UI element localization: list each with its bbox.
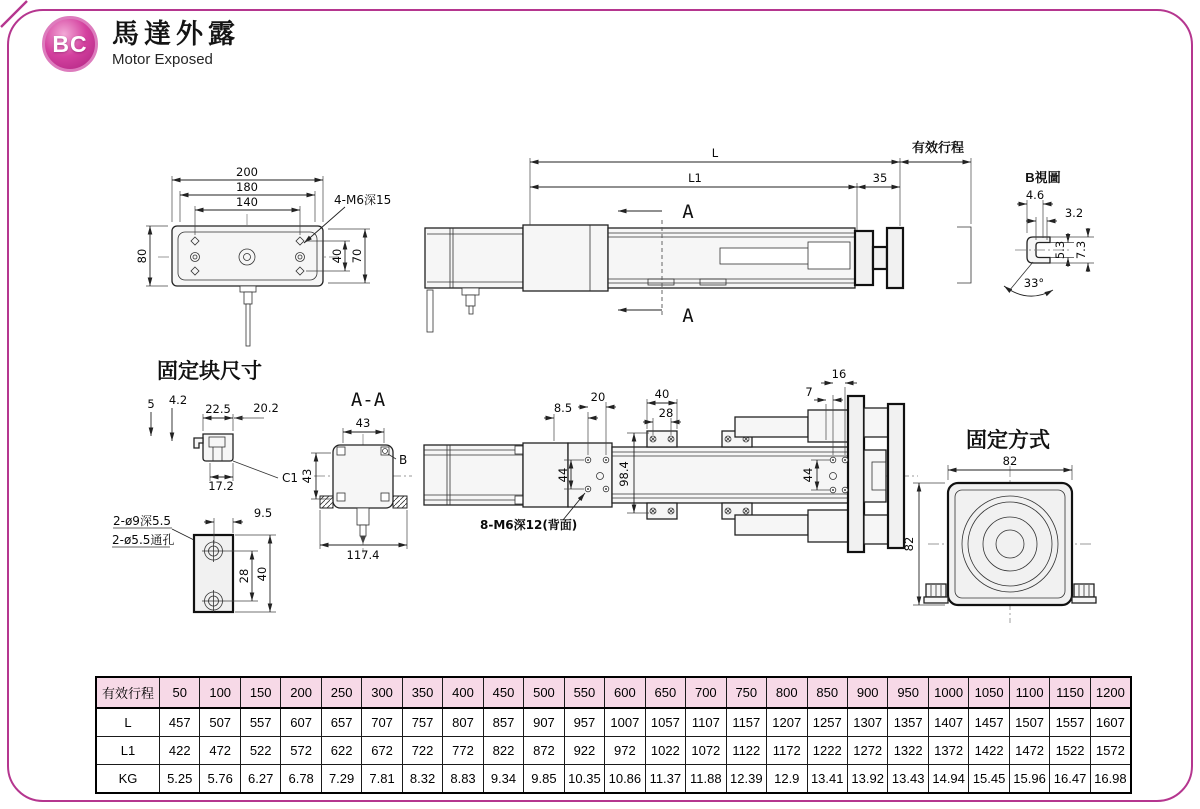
table-cell: 1372 [928, 737, 968, 765]
table-cell: 472 [200, 737, 240, 765]
section-arrow-label: A [682, 201, 694, 223]
bc-logo-text: BC [52, 30, 88, 57]
table-cell: 522 [240, 737, 280, 765]
actuator-side-view [425, 140, 971, 332]
table-cell: 5.76 [200, 765, 240, 794]
section-heading: 固定方式 [966, 429, 1050, 452]
view-title: B視圖 [1025, 170, 1061, 185]
dim-label: 200 [236, 165, 258, 179]
thread-callout: 8-M6深12(背面) [480, 518, 578, 532]
table-cell: 807 [443, 708, 483, 737]
stroke-col-header: 500 [524, 677, 564, 708]
table-row [96, 765, 1131, 794]
table-cell: 11.37 [645, 765, 685, 794]
dim-label: 80 [135, 248, 149, 264]
table-cell: 1607 [1090, 708, 1131, 737]
dim-label: 20 [590, 390, 606, 404]
dim-label: 7 [805, 385, 813, 399]
row-label: KG [96, 765, 160, 794]
dim-label: 5 [147, 397, 155, 411]
table-cell: 6.27 [240, 765, 280, 794]
stroke-col-header: 600 [605, 677, 645, 708]
table-cell: 1457 [969, 708, 1009, 737]
table-cell: 1407 [928, 708, 968, 737]
table-cell: 15.96 [1009, 765, 1049, 794]
table-cell: 857 [483, 708, 523, 737]
stroke-col-header: 800 [767, 677, 807, 708]
dim-label: 44 [556, 467, 570, 483]
dim-label: 4.6 [1025, 188, 1045, 202]
stroke-table-head [96, 677, 1131, 708]
stroke-col-header: 1200 [1090, 677, 1131, 708]
dim-label: 40 [330, 248, 344, 264]
carriage-top-view [135, 165, 391, 346]
table-cell: 722 [402, 737, 442, 765]
table-cell: 8.32 [402, 765, 442, 794]
table-cell: 457 [160, 708, 200, 737]
table-row [96, 708, 1131, 737]
table-cell: 1322 [888, 737, 928, 765]
table-cell: 707 [362, 708, 402, 737]
stroke-table-head-row [96, 677, 1131, 708]
table-cell: 1307 [847, 708, 887, 737]
stroke-col-header: 1150 [1050, 677, 1090, 708]
stroke-col-header: 150 [240, 677, 280, 708]
dim-label: 33° [1023, 276, 1045, 290]
row-label: L1 [96, 737, 160, 765]
table-cell: 13.41 [807, 765, 847, 794]
table-cell: 622 [321, 737, 361, 765]
dim-label: 7.3 [1074, 240, 1088, 260]
table-cell: 1357 [888, 708, 928, 737]
stroke-col-header: 200 [281, 677, 321, 708]
table-cell: 1222 [807, 737, 847, 765]
dim-label: 28 [658, 406, 674, 420]
table-cell: 13.43 [888, 765, 928, 794]
table-cell: 907 [524, 708, 564, 737]
dim-label: 70 [350, 248, 364, 264]
stroke-col-header: 300 [362, 677, 402, 708]
table-row [96, 737, 1131, 765]
dim-label: 82 [902, 536, 916, 552]
dim-label: 180 [236, 180, 258, 194]
table-cell: 1072 [686, 737, 726, 765]
dim-label: 20.2 [253, 401, 279, 415]
table-cell: 572 [281, 737, 321, 765]
table-cell: 1257 [807, 708, 847, 737]
dim-label: 28 [237, 568, 251, 584]
table-cell: 7.29 [321, 765, 361, 794]
table-cell: 1157 [726, 708, 766, 737]
stroke-col-header: 950 [888, 677, 928, 708]
table-cell: 507 [200, 708, 240, 737]
stroke-col-header: 1000 [928, 677, 968, 708]
table-cell: 16.47 [1050, 765, 1090, 794]
table-cell: 972 [605, 737, 645, 765]
table-cell: 7.81 [362, 765, 402, 794]
dim-label: 40 [255, 566, 269, 582]
table-cell: 1557 [1050, 708, 1090, 737]
dim-label: 8.5 [553, 401, 573, 415]
hole-callout: 2-ø9深5.5 [113, 514, 172, 528]
corner-accent [1, 1, 27, 27]
table-cell: 8.83 [443, 765, 483, 794]
dim-label: 17.2 [208, 479, 234, 493]
table-cell: 5.25 [160, 765, 200, 794]
dim-label: 4.2 [168, 393, 188, 407]
dim-label: 35 [872, 171, 888, 185]
page-subtitle: Motor Exposed [112, 51, 213, 69]
stroke-col-header: 350 [402, 677, 442, 708]
table-cell: 10.35 [564, 765, 604, 794]
dim-label: 22.5 [205, 402, 231, 416]
table-cell: 1422 [969, 737, 1009, 765]
page-title: 馬達外露 [112, 18, 240, 49]
table-cell: 607 [281, 708, 321, 737]
table-cell: 657 [321, 708, 361, 737]
dim-label: 44 [801, 467, 815, 483]
table-cell: 9.34 [483, 765, 523, 794]
table-cell: 1057 [645, 708, 685, 737]
stroke-col-header: 1100 [1009, 677, 1049, 708]
table-cell: 14.94 [928, 765, 968, 794]
table-cell: 11.88 [686, 765, 726, 794]
view-title: A-A [350, 389, 386, 411]
table-cell: 1122 [726, 737, 766, 765]
table-cell: 422 [160, 737, 200, 765]
table-cell: 1472 [1009, 737, 1049, 765]
section-heading: 固定块尺寸 [157, 360, 262, 383]
stroke-col-header: 100 [200, 677, 240, 708]
dim-label: 16 [831, 367, 847, 381]
stroke-col-header: 550 [564, 677, 604, 708]
stroke-col-header: 450 [483, 677, 523, 708]
table-cell: 822 [483, 737, 523, 765]
stroke-col-header: 50 [160, 677, 200, 708]
dim-label: 43 [355, 416, 371, 430]
b-view-marker: B [399, 453, 408, 467]
table-cell: 922 [564, 737, 604, 765]
dim-label: 5.3 [1053, 240, 1067, 260]
stroke-col-header: 400 [443, 677, 483, 708]
stroke-label: 有效行程 [911, 140, 965, 155]
table-cell: 12.9 [767, 765, 807, 794]
table-cell: 1507 [1009, 708, 1049, 737]
table-cell: 1207 [767, 708, 807, 737]
dim-label: L1 [688, 171, 702, 185]
stroke-col-header: 650 [645, 677, 685, 708]
table-cell: 13.92 [847, 765, 887, 794]
stroke-col-header: 700 [686, 677, 726, 708]
table-cell: 16.98 [1090, 765, 1131, 794]
table-cell: 1172 [767, 737, 807, 765]
actuator-plan-view [424, 367, 918, 552]
table-cell: 15.45 [969, 765, 1009, 794]
row-label: L [96, 708, 160, 737]
stroke-table [95, 676, 1132, 794]
hole-callout: 2-ø5.5通孔 [112, 533, 175, 547]
dim-label: 9.5 [253, 506, 273, 520]
stroke-col-header: 250 [321, 677, 361, 708]
table-cell: 1022 [645, 737, 685, 765]
fixing-block-section [147, 359, 298, 493]
dim-label: 140 [236, 195, 258, 209]
table-cell: 1107 [686, 708, 726, 737]
table-cell: 10.86 [605, 765, 645, 794]
table-cell: 772 [443, 737, 483, 765]
dim-label: 40 [654, 387, 670, 401]
table-cell: 1572 [1090, 737, 1131, 765]
table-cell: 672 [362, 737, 402, 765]
thread-callout: 4-M6深15 [334, 193, 392, 207]
table-cell: 872 [524, 737, 564, 765]
table-cell: 12.39 [726, 765, 766, 794]
stroke-col-header: 750 [726, 677, 766, 708]
dim-label: 3.2 [1064, 206, 1084, 220]
chamfer-label: C1 [282, 471, 299, 485]
dim-label: 98.4 [617, 461, 631, 487]
table-cell: 1522 [1050, 737, 1090, 765]
table-cell: 1007 [605, 708, 645, 737]
b-detail-view [1004, 170, 1094, 296]
table-cell: 6.78 [281, 765, 321, 794]
dim-label: 117.4 [346, 548, 380, 562]
stroke-header-label: 有效行程 [96, 677, 160, 708]
dim-label: 82 [1002, 454, 1018, 468]
table-cell: 557 [240, 708, 280, 737]
table-cell: 957 [564, 708, 604, 737]
dim-label: L [711, 146, 719, 160]
stroke-col-header: 900 [847, 677, 887, 708]
stroke-table-body [96, 708, 1131, 793]
table-cell: 9.85 [524, 765, 564, 794]
dim-label: 43 [300, 468, 314, 484]
stroke-col-header: 1050 [969, 677, 1009, 708]
table-cell: 757 [402, 708, 442, 737]
section-arrow-label: A [682, 305, 694, 327]
section-aa-view [300, 389, 412, 562]
table-cell: 1272 [847, 737, 887, 765]
mounting-view [902, 428, 1096, 623]
fixing-plate-view [112, 506, 276, 612]
stroke-col-header: 850 [807, 677, 847, 708]
